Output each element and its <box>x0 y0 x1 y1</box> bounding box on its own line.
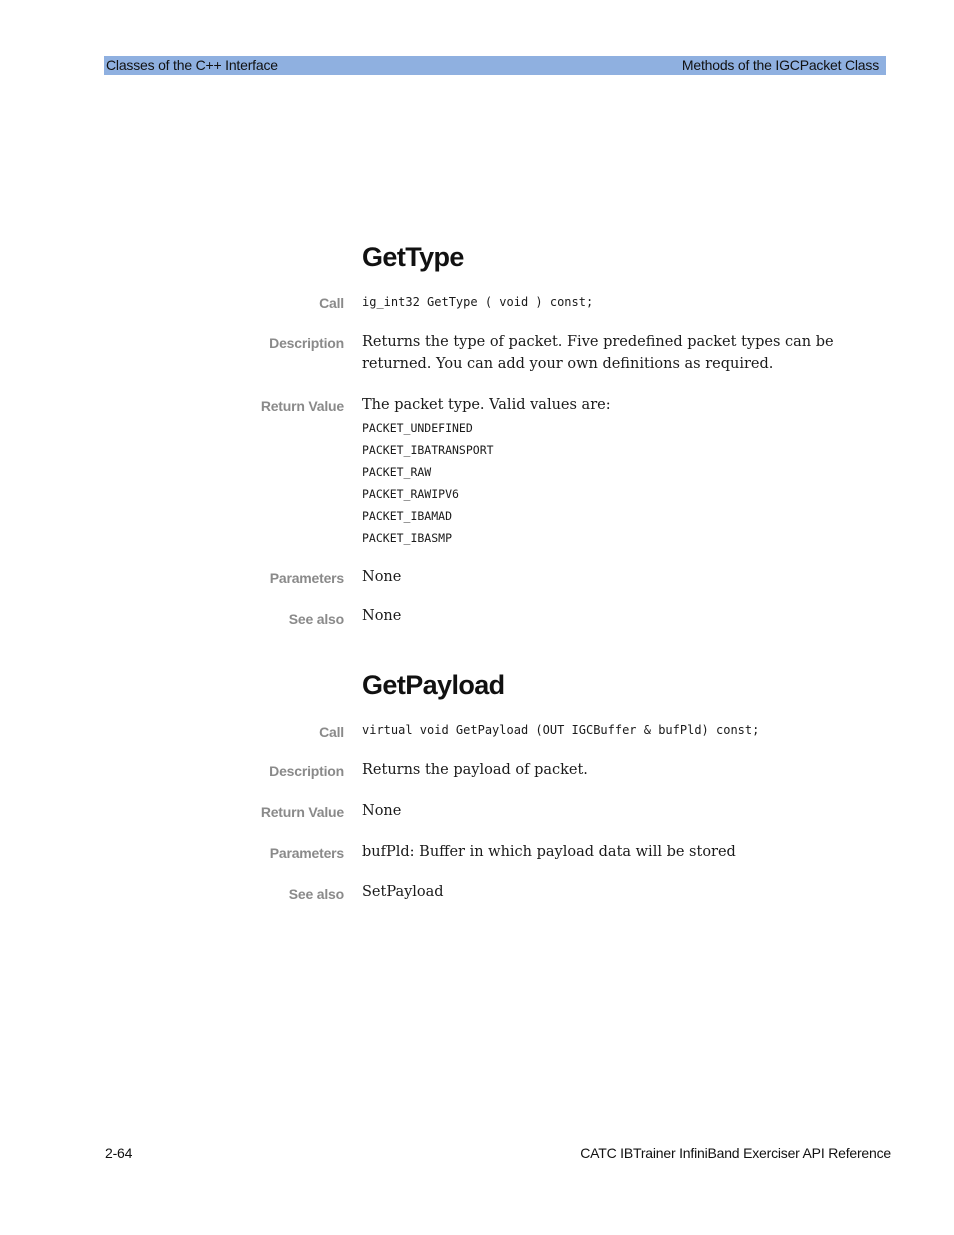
header-section-title: Methods of the IGCPacket Class <box>681 57 879 73</box>
footer-document-title: CATC IBTrainer InfiniBand Exerciser API Reference <box>580 1145 891 1161</box>
gettype-description-line-2: returned. You can add your own definitions as required. <box>362 356 774 372</box>
gettype-parameters-value: None <box>362 569 402 585</box>
return-value-item: PACKET_IBASMP <box>362 531 453 545</box>
return-value-item: PACKET_RAW <box>362 465 432 479</box>
header-chapter-title: Classes of the C++ Interface <box>106 57 278 73</box>
gettype-heading: GetType <box>362 242 464 272</box>
return-value-item: PACKET_UNDEFINED <box>362 421 473 435</box>
gettype-see-also-value: None <box>362 608 402 624</box>
getpayload-call-signature: virtual void GetPayload (OUT IGCBuffer & bufPld) const; <box>362 723 760 737</box>
getpayload-description-label: Description <box>269 763 344 779</box>
gettype-call-label: Call <box>319 295 344 311</box>
getpayload-see-also-label: See also <box>288 886 344 902</box>
gettype-call-signature: ig_int32 GetType ( void ) const; <box>362 295 594 309</box>
return-value-item: PACKET_IBATRANSPORT <box>362 443 494 457</box>
return-value-item: PACKET_RAWIPV6 <box>362 487 459 501</box>
getpayload-return-label: Return Value <box>260 804 344 820</box>
gettype-description-line-1: Returns the type of packet. Five predefined packet types can be <box>362 334 834 350</box>
getpayload-parameters-label: Parameters <box>269 845 344 861</box>
return-value-item: PACKET_IBAMAD <box>362 509 453 523</box>
gettype-description-label: Description <box>269 335 344 351</box>
getpayload-parameters-value: bufPld: Buffer in which payload data will be stored <box>362 844 736 860</box>
getpayload-description-value: Returns the payload of packet. <box>362 762 588 778</box>
gettype-return-values-list <box>362 417 494 549</box>
getpayload-call-label: Call <box>319 724 344 740</box>
gettype-return-intro: The packet type. Valid values are: <box>362 397 611 413</box>
getpayload-return-value: None <box>362 803 402 819</box>
footer-page-number: 2-64 <box>105 1145 133 1161</box>
gettype-see-also-label: See also <box>288 611 344 627</box>
getpayload-heading: GetPayload <box>362 670 505 700</box>
getpayload-see-also-value: SetPayload <box>362 884 444 900</box>
gettype-parameters-label: Parameters <box>269 570 344 586</box>
gettype-return-label: Return Value <box>260 398 344 414</box>
